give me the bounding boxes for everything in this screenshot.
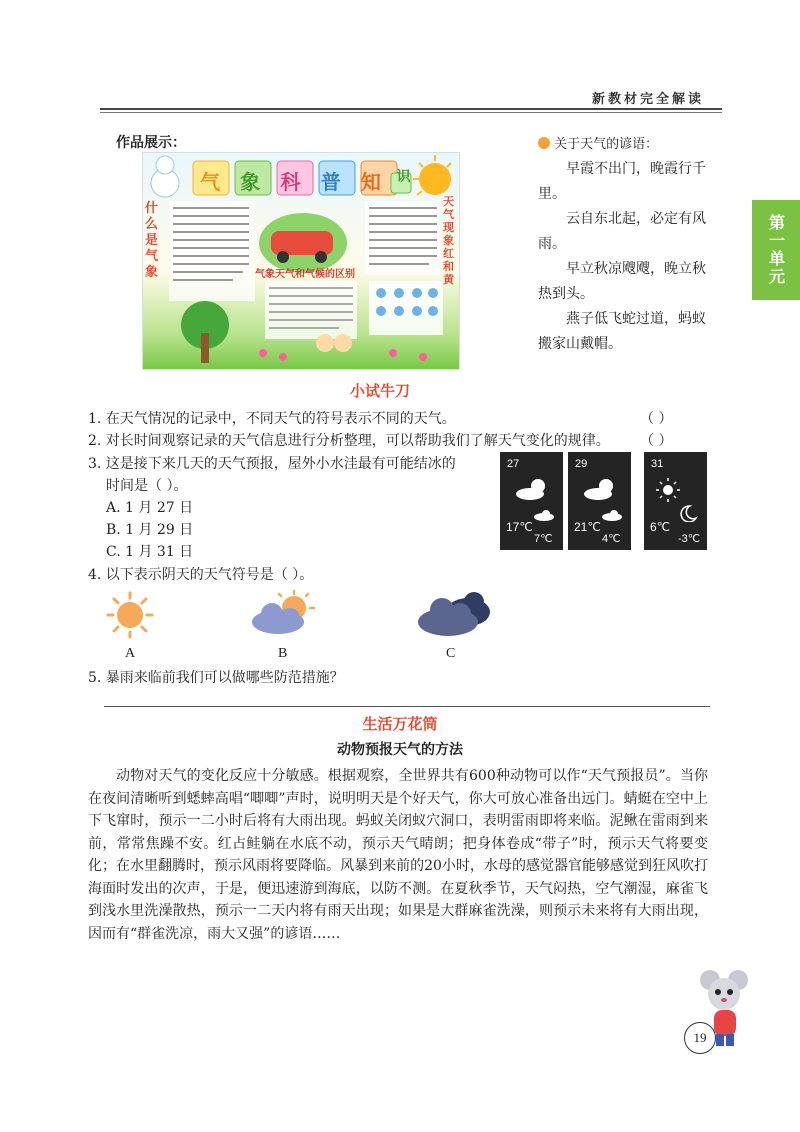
forecast-high: 6℃ [650,520,671,534]
weather-sayings [538,132,718,357]
article-body [88,765,708,945]
weather-poster-image [142,152,460,370]
article-title: 动物预报天气的方法 [337,742,463,758]
question-4: 4. 以下表示阴天的天气符号是（ ）。 [88,567,314,583]
forecast-day: 31 [651,458,664,470]
forecast-card [568,452,631,550]
quiz-title: 小试牛刀 [349,382,410,400]
forecast-day: 29 [575,458,588,470]
partly-cloudy-icon [248,590,324,640]
poster-title-char: 象 [240,170,261,194]
page-number: 19 [684,1022,716,1054]
poster-title-char: 科 [280,170,301,194]
option-a-label: A [125,646,136,661]
option-c-label: C [446,646,456,661]
sun-moon-icon [652,472,700,522]
question-1: 1. 在天气情况的记录中，不同天气的符号表示不同的天气。 [88,411,456,427]
forecast-day: 27 [507,458,520,470]
poster-title-char: 普 [320,170,341,194]
poster-title-char: 识 [396,169,411,185]
option-b-label: B [278,646,288,661]
question-3-option-b: B. 1 月 29 日 [106,522,194,538]
question-3: 3. 这是接下来几天的天气预报，屋外小水洼最有可能结冰的 [88,456,456,472]
life-section-title: 生活万花筒 [362,715,438,733]
question-3-line2: 时间是（ ）。 [106,478,188,494]
poster-title-char: 知 [360,170,381,194]
sayings-heading: 关于天气的谚语： [538,132,718,157]
cloudy-icon [412,588,496,640]
question-3-option-a: A. 1 月 27 日 [106,500,194,516]
poster-subtitle: 气象天气和气候的区别 [255,269,355,280]
poster-left-title: 什么是气象 [145,201,159,280]
poster-title-char: 气 [200,170,221,194]
section-divider [104,706,710,707]
forecast-card [500,452,563,550]
saying-item: 早立秋凉飕飕，晚立秋热到头。 [538,261,706,302]
unit-tab: 第一单元 [752,200,800,300]
partly-cloudy-icon [578,472,624,522]
question-5: 5. 暴雨来临前我们可以做哪些防范措施？ [88,670,344,686]
poster-right-title: 天气现象红和黄 [443,195,454,286]
book-series-title: 新教材完全解读 [591,92,704,107]
forecast-card [644,452,707,550]
works-label: 作品展示： [116,135,186,151]
header-divider-thin [100,112,722,113]
forecast-low: 4℃ [602,533,621,545]
question-2-answer-blank[interactable]: （ ） [640,433,673,449]
poster-title [193,166,413,195]
sunny-icon [100,590,160,640]
forecast-low: -3℃ [678,533,701,545]
partly-cloudy-icon [510,472,556,522]
saying-item: 燕子低飞蛇过道，蚂蚁搬家山戴帽。 [538,311,706,352]
saying-item: 早霞不出门，晚霞行千里。 [538,161,706,202]
question-1-answer-blank[interactable]: （ ） [640,411,673,427]
article-paragraph: 动物对天气的变化反应十分敏感。根据观察，全世界共有600种动物可以作“天气预报员”。当你在夜间清晰听到蟋蟀高唱“唧唧”声时，说明明天是个好天气，你大可放心准备出远门。蜻蜓在空中上下飞窜时，预示一二小时后将有大雨出现。蚂蚁关闭蚁穴洞口，表明雷雨即将来临。泥鳅在雷雨到来前，常常焦躁不安。红占鲑躺在水底不动，预示天气晴朗；把身体卷成“带子”时，预示天气将要变化；在水里翻腾时，预示风雨将要降临。风暴到来前的20小时，水母的感觉器官能够感觉到狂风吹打海面时发出的次声，于是，便迅速游到海底，以防不测。在夏秋季节，天气闷热，空气潮湿，麻雀飞到浅水里洗澡散热，预示一二天内将有雨天出现；如果是大群麻雀洗澡，则预示未来将有大雨出现，因而有“群雀洗凉，雨大又强”的谚语…… [88,768,708,942]
question-3-option-c: C. 1 月 31 日 [106,544,194,560]
forecast-low: 7℃ [534,533,553,545]
header-divider [100,108,722,110]
question-2: 2. 对长时间观察记录的天气信息进行分析整理，可以帮助我们了解天气变化的规律。 [88,433,610,449]
mascot-icon [538,137,550,149]
saying-item: 云自东北起，必定有风雨。 [538,211,706,252]
forecast-high: 21℃ [574,520,601,534]
forecast-high: 17℃ [506,520,533,534]
